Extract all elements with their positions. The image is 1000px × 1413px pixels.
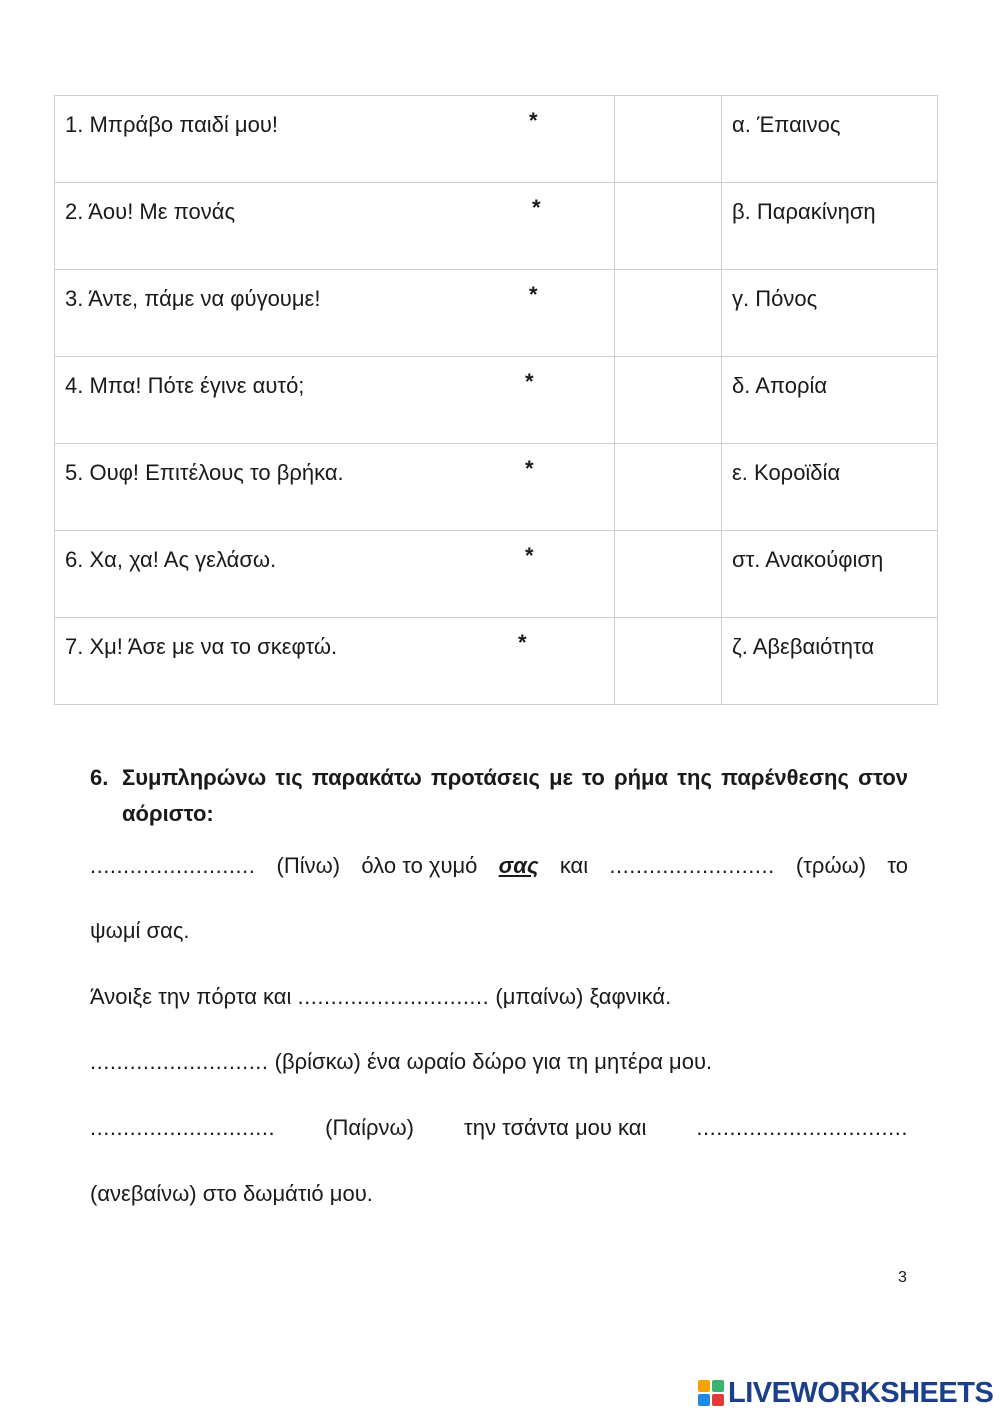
phrase-text: 7. Χμ! Άσε με να το σκεφτώ. xyxy=(65,634,338,659)
sentence-4-continued: (ανεβαίνω) στο δωμάτιό μου. xyxy=(90,1181,373,1206)
match-gap-cell xyxy=(615,357,722,444)
phrase-text: 4. Μπα! Πότε έγινε αυτό; xyxy=(65,373,305,398)
answer-cell xyxy=(722,531,938,618)
logo-icon xyxy=(698,1380,724,1406)
phrase-text: 3. Άντε, πάμε να φύγουμε! xyxy=(65,286,321,311)
phrase-cell xyxy=(55,96,615,183)
phrase-cell xyxy=(55,444,615,531)
blank-field[interactable]: ........................... xyxy=(90,1049,269,1074)
phrase-text: 1. Μπράβο παιδί μου! xyxy=(65,112,278,137)
exercise-instruction: Συμπληρώνω τις παρακάτω προτάσεις με το ρήμα της παρένθεσης στον αόριστο: xyxy=(122,765,908,826)
sentence-1: ......................... (Πίνω) όλο το χυμό σας και ......................... (τρώω) το xyxy=(90,851,908,881)
phrase-text: 5. Ουφ! Επιτέλους το βρήκα. xyxy=(65,460,344,485)
match-dot[interactable]: * xyxy=(525,543,534,568)
emphasized-word: σας xyxy=(498,853,539,878)
phrase-cell xyxy=(55,270,615,357)
blank-field[interactable]: ......................... xyxy=(609,853,775,878)
answer-text: β. Παρακίνηση xyxy=(732,199,876,224)
match-dot[interactable]: * xyxy=(518,630,527,655)
match-gap-cell xyxy=(615,618,722,705)
answer-text: ε. Κοροϊδία xyxy=(732,460,841,485)
match-gap-cell xyxy=(615,531,722,618)
table-row xyxy=(55,183,938,270)
match-dot[interactable]: * xyxy=(532,195,541,220)
sentence-4: ............................ (Παίρνω) την τσάντα μου και ................................ xyxy=(90,1113,908,1143)
sentence-1-continued: ψωμί σας. xyxy=(90,918,190,943)
phrase-cell xyxy=(55,531,615,618)
table-row xyxy=(55,618,938,705)
answer-cell xyxy=(722,618,938,705)
table-row xyxy=(55,96,938,183)
answer-text: ζ. Αβεβαιότητα xyxy=(732,634,875,659)
answer-cell xyxy=(722,270,938,357)
match-gap-cell xyxy=(615,270,722,357)
phrase-text: 6. Χα, χα! Ας γελάσω. xyxy=(65,547,277,572)
answer-text: α. Έπαινος xyxy=(732,112,841,137)
match-dot[interactable]: * xyxy=(529,282,538,307)
match-gap-cell xyxy=(615,444,722,531)
phrase-cell xyxy=(55,183,615,270)
match-dot[interactable]: * xyxy=(525,456,534,481)
blank-field[interactable]: ................................ xyxy=(696,1115,908,1140)
phrase-cell xyxy=(55,357,615,444)
table-row xyxy=(55,357,938,444)
match-dot[interactable]: * xyxy=(525,369,534,394)
table-row xyxy=(55,444,938,531)
answer-cell xyxy=(722,444,938,531)
table-row xyxy=(55,270,938,357)
blank-field[interactable]: ......................... xyxy=(90,853,256,878)
blank-field[interactable]: ............................ xyxy=(90,1115,276,1140)
match-dot[interactable]: * xyxy=(529,108,538,133)
phrase-text: 2. Άου! Με πονάς xyxy=(65,199,236,224)
match-gap-cell xyxy=(615,183,722,270)
answer-cell xyxy=(722,183,938,270)
sentence-3: ........................... (βρίσκω) ένα ωραίο δώρο για τη μητέρα μου. xyxy=(90,1049,713,1074)
phrase-cell xyxy=(55,618,615,705)
matching-table xyxy=(54,95,938,705)
table-row xyxy=(55,531,938,618)
blank-field[interactable]: ............................. xyxy=(297,984,490,1009)
sentence-2: Άνοιξε την πόρτα και ............................. (μπαίνω) ξαφνικά. xyxy=(90,984,672,1009)
answer-cell xyxy=(722,96,938,183)
page-number: 3 xyxy=(898,1269,907,1286)
exercise-number: 6. xyxy=(90,765,109,790)
exercise-6-title xyxy=(90,760,908,832)
answer-text: γ. Πόνος xyxy=(732,286,818,311)
liveworksheets-logo xyxy=(698,1378,993,1408)
match-gap-cell xyxy=(615,96,722,183)
answer-cell xyxy=(722,357,938,444)
answer-text: δ. Απορία xyxy=(732,373,828,398)
logo-text: LIVEWORKSHEETS xyxy=(728,1376,994,1409)
answer-text: στ. Ανακούφιση xyxy=(732,547,884,572)
